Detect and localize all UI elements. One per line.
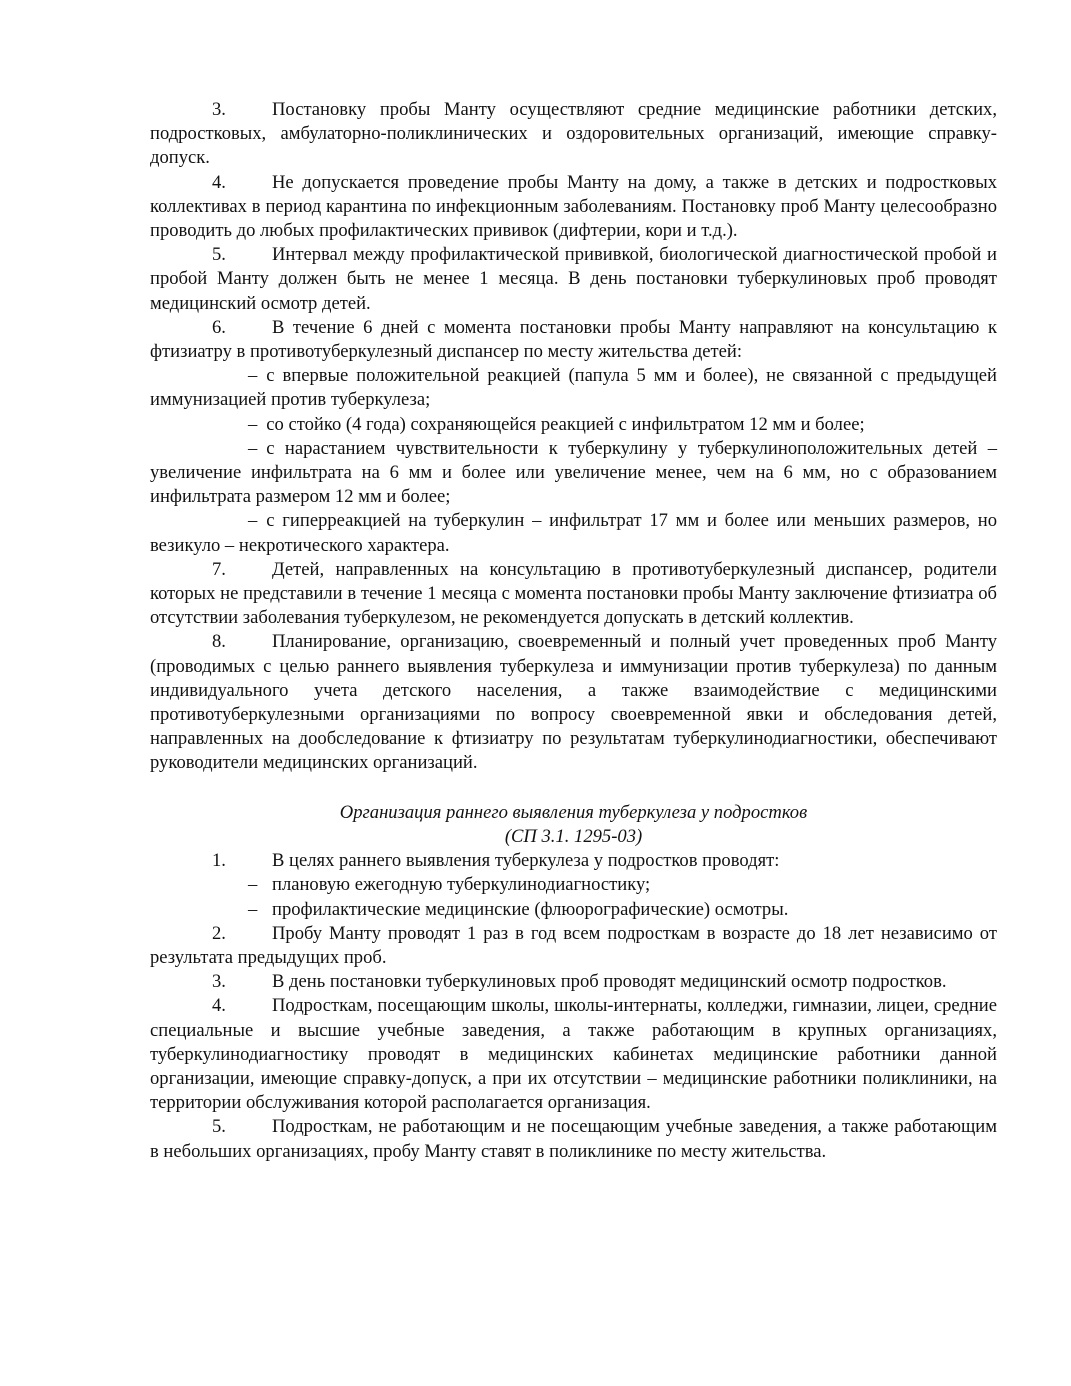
heading-title: Организация раннего выявления туберкулеза у подростков bbox=[339, 801, 808, 823]
teen-paragraph-4 bbox=[150, 994, 997, 1115]
dash-marker: – bbox=[248, 874, 258, 896]
heading-reference: (СП 3.1. 1295-03) bbox=[504, 825, 643, 847]
dash-marker: – bbox=[248, 365, 258, 387]
list-item-text: профилактические медицинские (флюорографические) осмотры. bbox=[272, 898, 789, 920]
sub-item-text: со стойко (4 года) сохраняющейся реакцией с инфильтратом 12 мм и более; bbox=[266, 413, 865, 435]
paragraph-number: 4. bbox=[212, 171, 226, 193]
section-heading bbox=[150, 801, 997, 849]
paragraph-number: 5. bbox=[212, 1116, 226, 1138]
teen-paragraph-5 bbox=[150, 1115, 997, 1163]
sub-item bbox=[150, 364, 997, 412]
paragraph-text: Не допускается проведение пробы Манту на дому, а также в детских и подростковых коллективах в период карантина по инфекционным заболеваниям. Постановку проб Манту целесообразно проводить до любых профилактических прививок (дифтерии, кори и т.д.). bbox=[150, 171, 997, 242]
paragraph-text: Пробу Манту проводят 1 раз в год всем подросткам в возрасте до 18 лет независимо от результата предыдущих проб. bbox=[150, 922, 997, 968]
list-item-text: плановую ежегодную туберкулинодиагностику; bbox=[272, 874, 651, 896]
sub-item-text: с гиперреакцией на туберкулин – инфильтрат 17 мм и более или меньших размеров, но везикуло – некротического характера. bbox=[150, 510, 997, 556]
sub-item-text: с нарастанием чувствительности к туберкулину у туберкулиноположительных детей – увеличение инфильтрата на 6 мм и более или увеличение менее, чем на 6 мм, но с образованием инфильтрата размером 12 мм и более; bbox=[150, 437, 997, 508]
paragraph-text: В день постановки туберкулиновых проб проводят медицинский осмотр подростков. bbox=[272, 971, 947, 993]
paragraph-number: 3. bbox=[212, 971, 226, 993]
paragraph-5 bbox=[150, 243, 997, 316]
paragraph-4 bbox=[150, 171, 997, 244]
paragraph-text: Интервал между профилактической прививкой, биологической диагностической пробой и пробой Манту должен быть не менее 1 месяца. В день постановки туберкулиновых проб проводят медицинский осмотр детей. bbox=[150, 244, 997, 314]
paragraph-text: Планирование, организацию, своевременный и полный учет проведенных проб Манту (проводимых с целью раннего выявления туберкулеза и иммунизации против туберкулеза) по данным индивидуального учета детского населения, а также взаимодействие с медицинскими противотуберкулезными организациями по вопросу своевременной явки и обследования детей, направленных на дообследование к фтизиатру по результатам туберкулинодиагностики, обеспечивают руководители медицинских организаций. bbox=[150, 631, 997, 774]
paragraph-text: В целях раннего выявления туберкулеза у подростков проводят: bbox=[272, 850, 780, 872]
paragraph-text: Подросткам, не работающим и не посещающим учебные заведения, а также работающим в небольших организациях, пробу Манту ставят в поликлинике по месту жительства. bbox=[150, 1116, 997, 1162]
teen-paragraph-1 bbox=[150, 849, 997, 873]
paragraph-number: 5. bbox=[212, 244, 226, 266]
paragraph-number: 1. bbox=[212, 850, 226, 872]
paragraph-6 bbox=[150, 316, 997, 364]
sub-item bbox=[150, 437, 997, 510]
paragraph-text: Подросткам, посещающим школы, школы-интернаты, колледжи, гимназии, лицеи, средние специальные и высшие учебные заведения, а также работающим в крупных организациях, туберкулинодиагностику проводят в медицинских кабинетах медицинские работники данной организации, имеющие справку-допуск, а при их отсутствии – медицинские работники поликлиники, на территории обслуживания которой располагается организация. bbox=[150, 995, 997, 1114]
paragraph-number: 4. bbox=[212, 995, 226, 1017]
paragraph-number: 3. bbox=[212, 99, 226, 120]
teen-paragraph-2 bbox=[150, 922, 997, 970]
sub-item-text: с впервые положительной реакцией (папула 5 мм и более), не связанной с предыдущей иммунизацией против туберкулеза; bbox=[150, 365, 997, 411]
paragraph-3 bbox=[150, 98, 997, 171]
paragraph-number: 7. bbox=[212, 558, 226, 580]
paragraph-text: В течение 6 дней с момента постановки пробы Манту направляют на консультацию к фтизиатру в противотуберкулезный диспансер по месту жительства детей: bbox=[150, 316, 997, 363]
paragraph-number: 8. bbox=[212, 631, 226, 653]
dash-marker: – bbox=[248, 413, 258, 435]
dash-marker: – bbox=[248, 510, 258, 532]
document-page bbox=[150, 98, 997, 1164]
paragraph-number: 6. bbox=[212, 316, 226, 338]
paragraph-text: Постановку пробы Манту осуществляют средние медицинские работники детских, подростковых, амбулаторно-поликлинических и оздоровительных организаций, имеющие справку-допуск. bbox=[150, 99, 997, 169]
teen-paragraph-3 bbox=[150, 970, 997, 994]
paragraph-text: Детей, направленных на консультацию в противотуберкулезный диспансер, родители которых не представили в течение 1 месяца с момента постановки пробы Манту заключение фтизиатра об отсутствии заболевания туберкулезом, не рекомендуется допускать в детский коллектив. bbox=[150, 558, 997, 629]
paragraph-8 bbox=[150, 630, 997, 775]
list-item bbox=[150, 873, 997, 897]
list-item bbox=[150, 898, 997, 922]
dash-marker: – bbox=[248, 437, 258, 459]
paragraph-7 bbox=[150, 558, 997, 631]
paragraph-number: 2. bbox=[212, 922, 226, 944]
sub-item bbox=[150, 509, 997, 557]
sub-item bbox=[150, 413, 997, 437]
dash-marker: – bbox=[248, 898, 258, 920]
